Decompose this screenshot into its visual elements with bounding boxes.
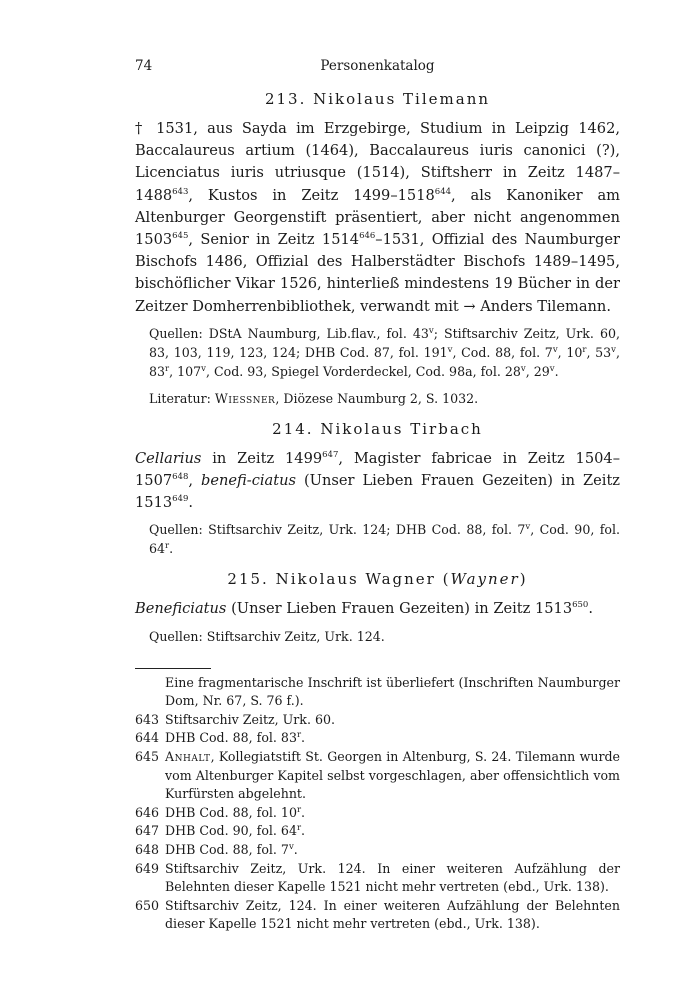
entry-sources: Quellen: DStA Naumburg, Lib.flav., fol. 43$^v$; Stiftsarchiv Zeitz, Urk. 60, 83, 103, 119, 123, 124; DHB Cod. 87, fol. 191$^v$, Cod. 88, fol. 7$^v$, 10$^r$, 53$^v$, 83$^r$, 107$^v$, Cod. 93, Spiegel Vorderdeckel, Cod. 98a, fol. 28$^v$, 29$^v$. [149, 325, 620, 379]
footnote [135, 822, 620, 841]
footnote-text: DHB Cod. 88, fol. 10$^r$. [165, 804, 306, 820]
entry-biography: Cellarius in Zeitz 1499$^{647}$, Magister fabricae in Zeitz 1504–1507$^{648}$, benefi-ciatus (Unser Lieben Frauen Gezeiten) in Zeitz 1513$^{649}$. [135, 449, 620, 512]
entry-biography: † 1531, aus Sayda im Erzgebirge, Studium in Leipzig 1462, Baccalaureus artium (1464), Baccalaureus iuris canonici (?), Licenciatus iuris utriusque (1514), Stiftsherr in Zeitz 1487–1488$^{643}$, Kustos in Zeitz 1499–1518$^{644}$, als Kanoniker am Altenburger Georgenstift präsentiert, aber nicht angenommen 1503$^{645}$, Senior in Zeitz 1514$^{646}$–1531, Offizial des Naumburger Bischofs 1486, Offizial des Halberstädter Bischofs 1489–1495, bischöflicher Vikar 1526, hinterließ mindestens 19 Bücher in der Zeitzer Domherrenbibliothek, verwandt mit → Anders Tilemann. [135, 120, 620, 315]
footnote [135, 711, 620, 730]
running-head [135, 58, 620, 80]
footnote [135, 729, 620, 748]
entry-title: 215. Nikolaus Wagner (Wayner) [227, 570, 528, 589]
footnote-text: Anhalt, Kollegiatstift St. Georgen in Altenburg, S. 24. Tilemann wurde vom Altenburger Kapitel selbst vorgeschlagen, aber offensichtlich vom Kurfürsten abgelehnt. [165, 749, 620, 802]
footnote-number: 645 [135, 749, 160, 765]
footnote-text: Stiftsarchiv Zeitz, Urk. 60. [165, 711, 335, 727]
footnotes [135, 674, 620, 934]
footnote-number: 644 [135, 730, 160, 746]
footnote-number: 647 [135, 823, 160, 839]
entry-biography: Beneficiatus (Unser Lieben Frauen Gezeiten) in Zeitz 1513$^{650}$. [135, 600, 593, 618]
entry-literature: Literatur: Wiessner, Diözese Naumburg 2, S. 1032. [149, 390, 479, 406]
footnote [135, 804, 620, 823]
footnote [135, 841, 620, 860]
running-title: Personenkatalog [320, 58, 435, 74]
footnote [135, 897, 620, 934]
footnote-rule [135, 668, 211, 669]
entry-sources: Quellen: Stiftsarchiv Zeitz, Urk. 124. [149, 628, 385, 644]
footnote-number: 648 [135, 841, 160, 857]
footnote-number: 643 [135, 711, 160, 727]
page [135, 58, 620, 934]
footnote [135, 748, 620, 804]
footnote-text: Stiftsarchiv Zeitz, Urk. 124. In einer weiteren Aufzählung der Belehnten dieser Kapelle 1521 nicht mehr vertreten (ebd., Urk. 138). [165, 860, 620, 895]
footnote-text: Eine fragmentarische Inschrift ist überliefert (Inschriften Naumburger Dom, Nr. 67, S. 76 f.). [165, 674, 620, 709]
catalog-entry [135, 570, 620, 645]
footnote-text: DHB Cod. 88, fol. 7$^v$. [165, 841, 298, 857]
entry-title: 214. Nikolaus Tirbach [272, 419, 483, 438]
footnote-text: DHB Cod. 90, fol. 64$^r$. [165, 823, 306, 839]
entry-sources: Quellen: Stiftsarchiv Zeitz, Urk. 124; DHB Cod. 88, fol. 7$^v$, Cod. 90, fol. 64$^r$. [149, 522, 620, 557]
footnote [135, 860, 620, 897]
footnote-text: DHB Cod. 88, fol. 83$^r$. [165, 730, 306, 746]
footnote-number: 646 [135, 804, 160, 820]
footnote [135, 674, 620, 711]
footnote-number: 650 [135, 897, 160, 913]
page-number: 74 [135, 58, 153, 74]
footnote-number: 649 [135, 860, 160, 876]
footnote-text: Stiftsarchiv Zeitz, 124. In einer weiteren Aufzählung der Belehnten dieser Kapelle 1521 nicht mehr vertreten (ebd., Urk. 138). [165, 897, 620, 932]
catalog-entry [135, 90, 620, 408]
catalog-entry [135, 420, 620, 559]
entry-title: 213. Nikolaus Tilemann [264, 90, 491, 108]
